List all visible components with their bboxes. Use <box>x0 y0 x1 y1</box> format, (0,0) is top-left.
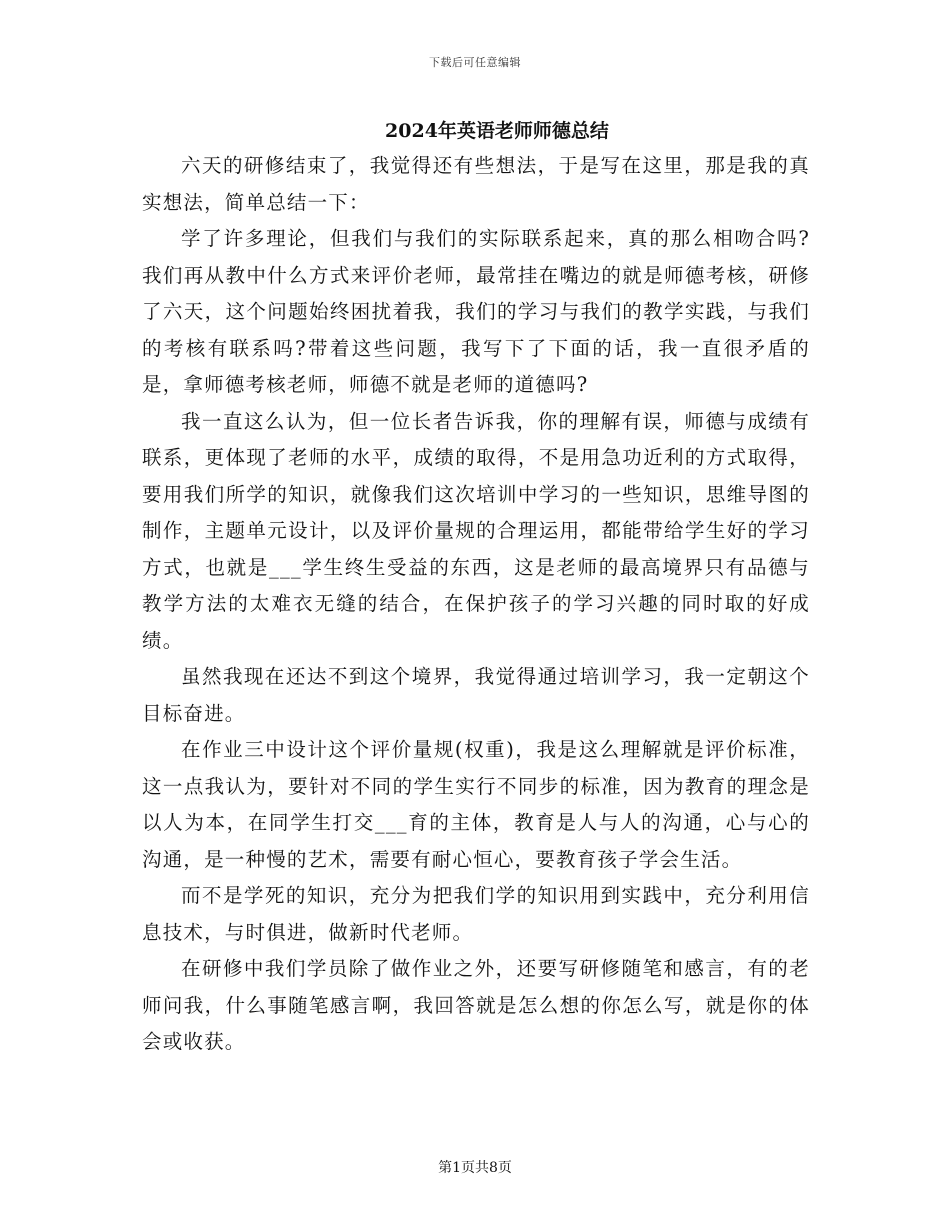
paragraph-1: 六天的研修结束了，我觉得还有些想法，于是写在这里，那是我的真实想法，简单总结一下： <box>142 154 810 214</box>
paragraph-4: 虽然我现在还达不到这个境界，我觉得通过培训学习，我一定朝这个目标奋进。 <box>142 665 810 725</box>
document-body <box>142 148 810 1061</box>
paragraph-3: 我一直这么认为，但一位长者告诉我，你的理解有误，师德与成绩有联系，更体现了老师的水平，成绩的取得，不是用急功近利的方式取得，要用我们所学的知识，就像我们这次培训中学习的一些知识，思维导图的制作，主题单元设计，以及评价量规的合理运用，都能带给学生好的学习方式，也就是___学生终生受益的东西，这是老师的最高境界只有品德与教学方法的太难衣无缝的结合，在保护孩子的学习兴趣的同时取的好成绩。 <box>142 409 810 652</box>
paragraph-7: 在研修中我们学员除了做作业之外，还要写研修随笔和感言，有的老师问我，什么事随笔感言啊，我回答就是怎么想的你怎么写，就是你的体会或收获。 <box>142 957 810 1053</box>
paragraph-6: 而不是学死的知识，充分为把我们学的知识用到实践中，充分利用信息技术，与时俱进，做新时代老师。 <box>142 884 810 944</box>
download-note: 下载后可任意编辑 <box>429 56 521 69</box>
page-number: 第1页共8页 <box>438 1160 512 1176</box>
document-title: 2024年英语老师师德总结 <box>385 120 609 142</box>
paragraph-2: 学了许多理论，但我们与我们的实际联系起来，真的那么相吻合吗?我们再从教中什么方式来评价老师，最常挂在嘴边的就是师德考核，研修了六天，这个问题始终困扰着我，我们的学习与我们的教学实践，与我们的考核有联系吗?带着这些问题，我写下了下面的话，我一直很矛盾的是，拿师德考核老师，师德不就是老师的道德吗? <box>142 227 810 396</box>
paragraph-5: 在作业三中设计这个评价量规(权重)，我是这么理解就是评价标准，这一点我认为，要针对不同的学生实行不同步的标准，因为教育的理念是以人为本，在同学生打交___育的主体，教育是人与人的沟通，心与心的沟通，是一种慢的艺术，需要有耐心恒心，要教育孩子学会生活。 <box>142 738 810 871</box>
